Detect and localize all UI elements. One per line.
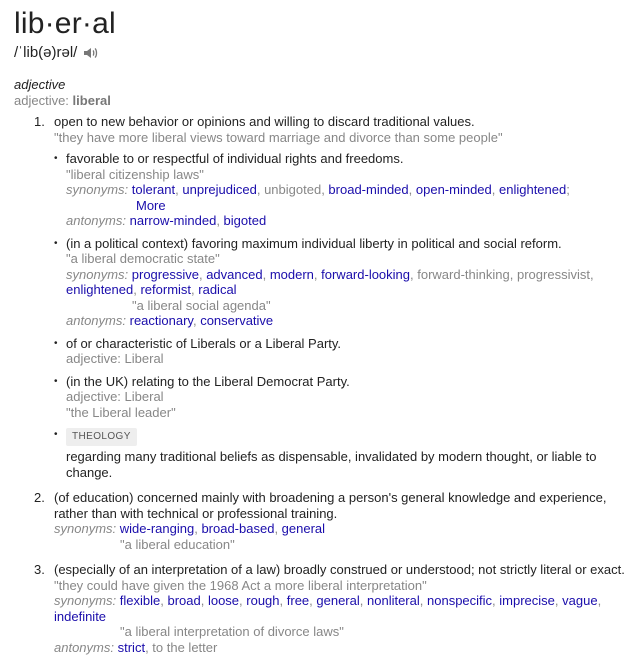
grammar-note: adjective: Liberal	[66, 351, 164, 366]
synonym-example: "a liberal interpretation of divorce laws"	[120, 624, 344, 639]
sense-number: 3.	[34, 562, 45, 577]
antonyms-label: antonyms:	[54, 639, 114, 655]
example: "they could have given the 1968 Act a more liberal interpretation"	[54, 577, 427, 593]
synonym-unprejudiced[interactable]: unprejudiced	[182, 182, 257, 197]
antonyms-label: antonyms:	[66, 313, 126, 328]
synonym-radical[interactable]: radical	[198, 282, 237, 297]
synonym-general[interactable]: general	[316, 593, 360, 608]
synonym-indefinite[interactable]: indefinite	[54, 608, 107, 624]
antonym-reactionary[interactable]: reactionary	[129, 313, 193, 328]
synonym-example: "a liberal social agenda"	[132, 297, 271, 313]
synonym-enlightened[interactable]: enlightened	[499, 182, 567, 197]
synonym-rough[interactable]: rough	[246, 593, 280, 608]
example: "a liberal democratic state"	[66, 251, 220, 266]
sense-2	[14, 490, 627, 552]
synonym-advanced[interactable]: advanced	[206, 266, 263, 282]
synonym-tolerant[interactable]: tolerant	[131, 182, 176, 197]
synonym-vague[interactable]: vague	[562, 593, 598, 608]
senses-list	[14, 114, 627, 655]
antonyms-row: antonyms: strict, to the letter	[54, 639, 218, 655]
sub-sense-list	[54, 151, 627, 480]
definition: • (in the UK) relating to the Liberal Democrat Party.	[66, 373, 350, 389]
synonym-modern[interactable]: modern	[269, 266, 314, 282]
example: "liberal citizenship laws"	[66, 166, 204, 182]
sense-number: 2.	[34, 490, 45, 505]
definition: regarding many traditional beliefs as dispensable, invalidated by modern thought, or liable to change.	[66, 449, 597, 480]
synonym-enlightened[interactable]: enlightened	[66, 282, 134, 297]
definition: open to new behavior or opinions and willing to discard traditional values.	[54, 114, 475, 129]
grammar-note: adjective: Liberal	[66, 389, 164, 404]
synonyms-label: synonyms:	[66, 182, 129, 197]
antonyms-row: antonyms: narrow-minded, bigoted	[66, 213, 267, 228]
antonym-bigoted[interactable]: bigoted	[223, 213, 267, 228]
speaker-icon[interactable]	[83, 46, 99, 60]
sub-sense	[54, 236, 627, 329]
antonyms-label: antonyms:	[66, 213, 126, 228]
definition: (of education) concerned mainly with broadening a person's general knowledge and experience, rather than with technical or professional training.	[54, 490, 607, 521]
sense-1	[14, 114, 627, 480]
definition: • favorable to or respectful of individual rights and freedoms.	[66, 151, 404, 166]
more-synonyms-link[interactable]: More	[136, 197, 166, 213]
pronunciation-row	[14, 43, 627, 63]
synonym-imprecise[interactable]: imprecise	[499, 593, 555, 608]
antonyms-row: antonyms: reactionary, conservative	[66, 313, 274, 328]
synonym-free[interactable]: free	[286, 593, 310, 608]
antonym-strict[interactable]: strict	[117, 639, 146, 655]
part-of-speech: adjective	[14, 77, 66, 92]
synonym-broad-minded[interactable]: broad-minded	[328, 182, 409, 197]
synonyms-row: synonyms: progressive, advanced, modern, forward-looking, forward-thinking, progressivist, enlightened, reformist, radical	[66, 266, 594, 297]
synonym-loose[interactable]: loose	[207, 593, 240, 608]
synonyms-row: synonyms: tolerant, unprejudiced, unbigoted, broad-minded, open-minded, enlightened; More	[66, 182, 570, 213]
subject-tag: THEOLOGY	[66, 428, 137, 446]
pos-line	[14, 93, 627, 109]
sense-3	[14, 562, 627, 655]
synonyms-label: synonyms:	[54, 593, 117, 608]
sub-sense	[54, 336, 627, 367]
antonym-to-the-letter: to the letter	[152, 639, 218, 655]
synonyms-row: synonyms: flexible, broad, loose, rough, free, general, nonliteral, nonspecific, imprecise, vague, indefinite	[54, 593, 602, 624]
synonym-progressive[interactable]: progressive	[131, 266, 199, 282]
synonyms-label: synonyms:	[54, 521, 117, 536]
definition: • (in a political context) favoring maximum individual liberty in political and social reform.	[66, 235, 562, 251]
synonym-example: "a liberal education"	[120, 536, 235, 552]
synonym-wide-ranging[interactable]: wide-ranging	[119, 521, 195, 536]
definition: • of or characteristic of Liberals or a Liberal Party.	[66, 335, 342, 351]
synonym-unbigoted: unbigoted	[264, 182, 322, 197]
definition: (especially of an interpretation of a law) broadly construed or understood; not strictly literal or exact.	[54, 562, 625, 577]
pos-line-value: liberal	[72, 92, 111, 108]
synonym-forward-thinking: forward-thinking	[417, 266, 510, 282]
pos-line-label: adjective:	[14, 92, 69, 108]
headword: lib·er·al	[14, 7, 116, 40]
synonym-forward-looking[interactable]: forward-looking	[321, 266, 411, 282]
synonym-broad[interactable]: broad	[167, 593, 201, 608]
sub-sense	[54, 151, 627, 229]
pronunciation: /ˈlib(ə)rəl/	[14, 44, 78, 61]
example: "the Liberal leader"	[66, 404, 176, 420]
synonym-reformist[interactable]: reformist	[140, 282, 192, 297]
antonym-conservative[interactable]: conservative	[200, 313, 274, 328]
synonym-nonspecific[interactable]: nonspecific	[427, 593, 493, 608]
synonym-general[interactable]: general	[281, 521, 326, 536]
sub-sense	[54, 374, 627, 421]
synonym-open-minded[interactable]: open-minded	[415, 182, 492, 197]
synonym-broad-based[interactable]: broad-based	[201, 521, 275, 536]
synonym-flexible[interactable]: flexible	[119, 593, 161, 608]
synonym-progressivist: progressivist	[516, 266, 590, 282]
synonyms-row: synonyms: wide-ranging, broad-based, general	[54, 521, 326, 536]
sub-sense	[54, 427, 627, 480]
example: "they have more liberal views toward marriage and divorce than some people"	[54, 129, 503, 145]
sense-number: 1.	[34, 114, 45, 129]
synonym-nonliteral[interactable]: nonliteral	[367, 593, 420, 608]
antonym-narrow-minded[interactable]: narrow-minded	[129, 213, 217, 228]
synonyms-label: synonyms:	[66, 266, 129, 282]
